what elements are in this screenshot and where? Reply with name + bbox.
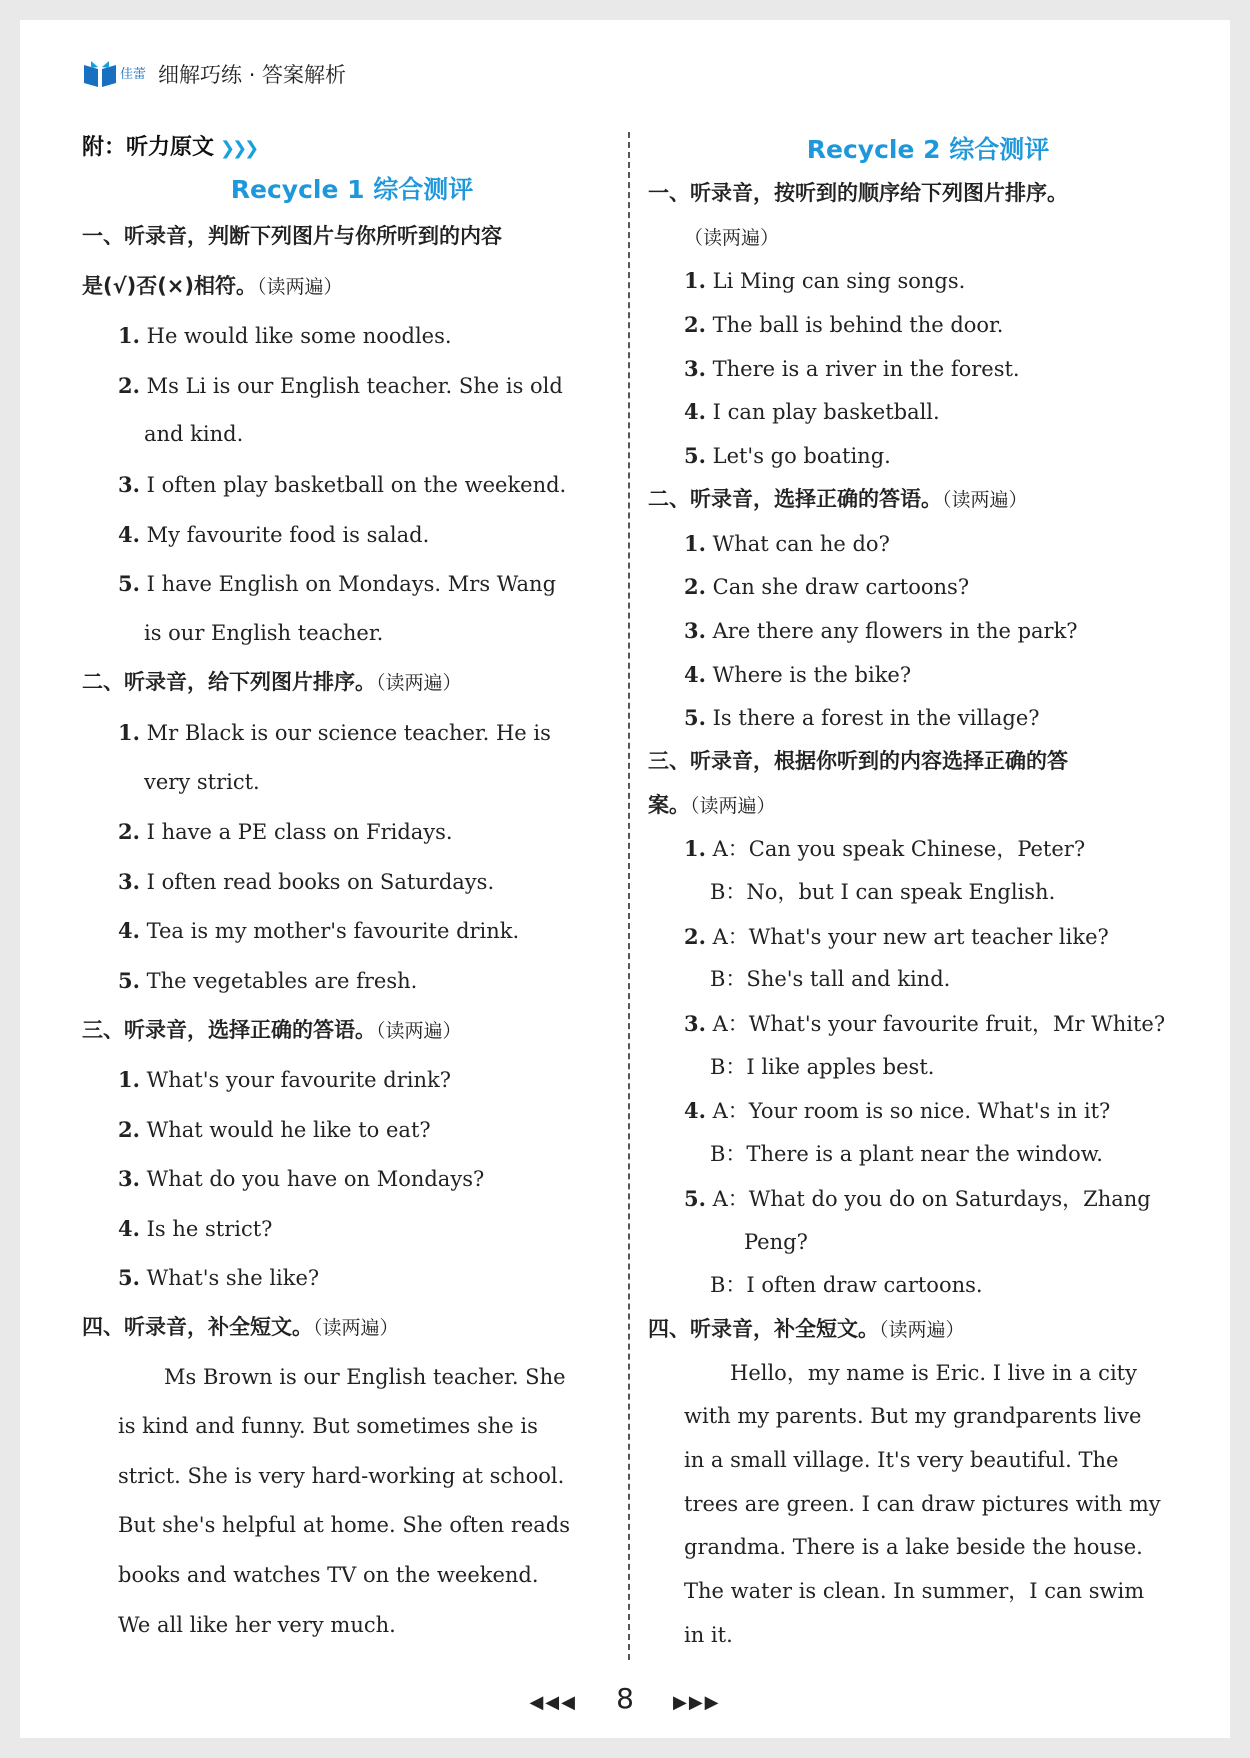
passage-line: trees are green. I can draw pictures with my — [684, 1491, 1161, 1516]
passage-line: books and watches TV on the weekend. — [118, 1563, 539, 1588]
triple-right-arrow-icon: ▶▶▶ — [673, 1692, 721, 1713]
list-item: 5. I have English on Mondays. Mrs Wang — [118, 571, 557, 597]
passage-line: is kind and funny. But sometimes she is — [118, 1414, 538, 1439]
list-item: 3. Are there any flowers in the park? — [684, 617, 1078, 643]
left-column — [82, 128, 622, 1650]
appendix-heading: 附：听力原文 ❯❯❯ — [82, 135, 257, 160]
section-note: （读两遍） — [684, 226, 780, 249]
list-item: 3. What do you have on Mondays? — [118, 1166, 485, 1192]
dialogue-a-cont: Peng? — [744, 1229, 808, 1254]
section-title: 二、听录音，给下列图片排序。（读两遍） — [82, 670, 462, 695]
section-title: 三、听录音，选择正确的答语。（读两遍） — [82, 1017, 462, 1042]
list-item: 1. He would like some noodles. — [118, 323, 452, 349]
list-item-cont: very strict. — [144, 769, 260, 794]
section-title: 一、听录音，按听到的顺序给下列图片排序。 — [648, 181, 1068, 205]
passage-line: in a small village. It's very beautiful. The — [684, 1447, 1119, 1472]
dialogue-b: B：She's tall and kind. — [710, 967, 951, 992]
dialogue-b: B：I like apples best. — [710, 1054, 935, 1079]
passage-line: The water is clean. In summer，I can swim — [684, 1579, 1145, 1603]
list-item: 2. What would he like to eat? — [118, 1116, 431, 1142]
section-title: 四、听录音，补全短文。（读两遍） — [82, 1315, 399, 1340]
column-divider — [628, 132, 630, 1660]
list-item: 1. What's your favourite drink? — [118, 1067, 451, 1093]
list-item: 3. There is a river in the forest. — [684, 355, 1020, 381]
header-title: 细解巧练 · 答案解析 — [158, 63, 347, 87]
list-item-cont: and kind. — [144, 422, 244, 447]
dialogue-a: 3. A：What's your favourite fruit，Mr White? — [684, 1011, 1166, 1037]
passage-line: with my parents. But my grandparents live — [684, 1404, 1142, 1429]
list-item: 3. I often read books on Saturdays. — [118, 868, 495, 894]
section-title: 四、听录音，补全短文。（读两遍） — [648, 1316, 965, 1341]
list-item: 4. Where is the bike? — [684, 661, 912, 687]
section-title: 案。（读两遍） — [648, 792, 776, 817]
list-item: 2. Can she draw cartoons? — [684, 574, 970, 600]
page — [20, 20, 1230, 1738]
section-title: 二、听录音，选择正确的答语。（读两遍） — [648, 486, 1028, 511]
passage-line: in it. — [684, 1622, 733, 1647]
book-logo-icon — [82, 59, 118, 89]
double-chevron-icon: ❯❯❯ — [220, 138, 257, 159]
dialogue-a: 1. A：Can you speak Chinese，Peter? — [684, 836, 1086, 862]
passage-line: strict. She is very hard-working at school. — [118, 1463, 565, 1488]
list-item: 4. Tea is my mother's favourite drink. — [118, 918, 520, 944]
list-item-cont: is our English teacher. — [144, 620, 384, 645]
section-title: 一、听录音，判断下列图片与你所听到的内容 — [82, 224, 502, 248]
list-item: 5. The vegetables are fresh. — [118, 967, 418, 993]
unit-title: Recycle 1 综合测评 — [230, 175, 474, 204]
section-title: 三、听录音，根据你听到的内容选择正确的答 — [648, 748, 1068, 773]
list-item: 5. Let's go boating. — [684, 443, 891, 469]
section-title: 是(√)否(×)相符。（读两遍） — [82, 273, 343, 298]
page-number: 8 — [616, 1682, 634, 1715]
triple-left-arrow-icon: ◀◀◀ — [529, 1692, 577, 1713]
right-column — [648, 128, 1208, 1657]
dialogue-b: B：There is a plant near the window. — [710, 1142, 1103, 1167]
list-item: 2. Ms Li is our English teacher. She is old — [118, 372, 563, 398]
list-item: 5. What's she like? — [118, 1265, 320, 1291]
passage-line: grandma. There is a lake beside the house. — [684, 1535, 1143, 1560]
dialogue-b: B：No，but I can speak English. — [710, 880, 1056, 904]
passage-line: Hello，my name is Eric. I live in a city — [730, 1360, 1137, 1385]
list-item: 1. What can he do? — [684, 530, 890, 556]
list-item: 1. Mr Black is our science teacher. He is — [118, 719, 551, 745]
dialogue-a: 2. A：What's your new art teacher like? — [684, 923, 1109, 949]
page-footer — [20, 1682, 1230, 1715]
list-item: 2. The ball is behind the door. — [684, 312, 1004, 338]
passage-line: But she's helpful at home. She often reads — [118, 1513, 571, 1538]
list-item: 4. My favourite food is salad. — [118, 521, 430, 547]
list-item: 4. Is he strict? — [118, 1215, 273, 1241]
list-item: 5. Is there a forest in the village? — [684, 705, 1040, 731]
dialogue-a: 4. A：Your room is so nice. What's in it? — [684, 1098, 1111, 1124]
page-header — [82, 54, 346, 94]
passage-line: We all like her very much. — [118, 1612, 396, 1637]
list-item: 2. I have a PE class on Fridays. — [118, 819, 453, 845]
passage-line: Ms Brown is our English teacher. She — [164, 1364, 566, 1389]
dialogue-b: B：I often draw cartoons. — [710, 1273, 983, 1298]
list-item: 3. I often play basketball on the weekend. — [118, 471, 567, 497]
unit-title: Recycle 2 综合测评 — [806, 135, 1050, 164]
list-item: 4. I can play basketball. — [684, 399, 940, 425]
dialogue-a: 5. A：What do you do on Saturdays，Zhang — [684, 1185, 1151, 1211]
brand-name: 佳蕾 — [120, 66, 147, 82]
list-item: 1. Li Ming can sing songs. — [684, 268, 966, 294]
